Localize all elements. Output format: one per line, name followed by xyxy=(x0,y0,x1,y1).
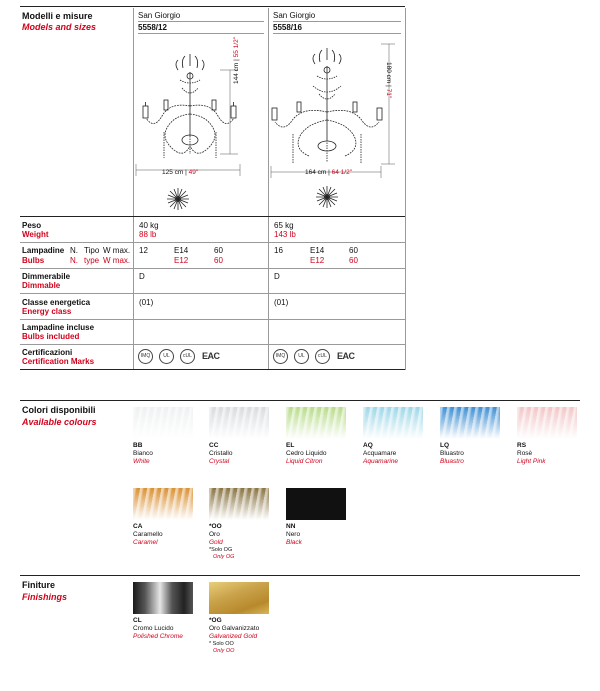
top-rule xyxy=(20,6,405,7)
bulbs-sub-n-en: N. xyxy=(70,256,78,265)
colour-bb: BB Bianco White xyxy=(133,442,153,465)
colours-title-en: Available colours xyxy=(22,417,97,427)
swatch-cl xyxy=(133,582,193,614)
finish-cl: CL Cromo Lucido Polished Chrome xyxy=(133,617,183,640)
cul-mark-icon: cUL xyxy=(315,349,330,364)
model-2-code: 5558/16 xyxy=(273,23,302,32)
weight-label-it: Peso xyxy=(22,221,42,230)
imq-mark-icon: IMQ xyxy=(273,349,288,364)
cert-label-it: Certificazioni xyxy=(22,348,73,357)
finishings-title-it: Finiture xyxy=(22,580,55,590)
colour-oo: *OO Oro Gold *Solo OG Only OG xyxy=(209,523,235,560)
model-1-rule xyxy=(138,21,264,22)
swatch-aq xyxy=(363,407,423,439)
bulbs-label-en: Bulbs xyxy=(22,256,45,265)
imq-mark-icon: IMQ xyxy=(138,349,153,364)
energy-value-2: (01) xyxy=(274,298,289,307)
weight-value-2-kg: 65 kg xyxy=(274,221,294,230)
model-2-height-label: 180 cm | 71" xyxy=(385,62,392,99)
colour-aq: AQ Acquamare Aquamarine xyxy=(363,442,399,465)
ul-mark-icon: UL xyxy=(294,349,309,364)
models-title-en: Models and sizes xyxy=(22,22,97,32)
colour-ca: CA Caramello Caramel xyxy=(133,523,163,546)
bulbs-1-w: 60 xyxy=(214,246,223,255)
colour-lq: LQ Bluastro Bluastro xyxy=(440,442,464,465)
cert-label-en: Certification Marks xyxy=(22,357,95,366)
eac-mark-icon: EAC xyxy=(202,351,220,361)
model-2-width-label: 164 cm | 64 1/2" xyxy=(305,169,353,176)
bulbs-sub-w: W max. xyxy=(103,246,131,255)
bulbs-2-type: E14 xyxy=(310,246,325,255)
colour-rs: RS Rosè Light Pink xyxy=(517,442,546,465)
specs-bottom-rule xyxy=(20,369,405,370)
swatch-el xyxy=(286,407,346,439)
swatch-cc xyxy=(209,407,269,439)
bulbs-included-label-it: Lampadine incluse xyxy=(22,323,95,332)
weight-value-2-lb: 143 lb xyxy=(274,230,296,239)
dimmable-value-1: D xyxy=(139,272,145,281)
dimmable-label-en: Dimmable xyxy=(22,281,61,290)
weight-value-1-lb: 88 lb xyxy=(139,230,157,239)
model-2-rule xyxy=(273,21,401,22)
colours-title-it: Colori disponibili xyxy=(22,405,96,415)
colour-nn: NN Nero Black xyxy=(286,523,302,546)
energy-value-1: (01) xyxy=(139,298,154,307)
swatch-og xyxy=(209,582,269,614)
row-rule xyxy=(20,293,405,294)
bulbs-1-n: 12 xyxy=(139,246,148,255)
bulbs-2-n: 16 xyxy=(274,246,283,255)
bulbs-2-w: 60 xyxy=(349,246,358,255)
swatch-oo xyxy=(209,488,269,520)
bulbs-2-w-en: 60 xyxy=(349,256,358,265)
swatch-lq xyxy=(440,407,500,439)
bulbs-sub-n: N. xyxy=(70,246,78,255)
bulbs-sub-w-en: W max. xyxy=(103,256,131,265)
eac-mark-icon: EAC xyxy=(337,351,355,361)
swatch-bb xyxy=(133,407,193,439)
swatch-ca xyxy=(133,488,193,520)
finishings-rule xyxy=(20,575,580,576)
cul-mark-icon: cUL xyxy=(180,349,195,364)
model-1-name: San Giorgio xyxy=(138,11,181,20)
model-1-rule-2 xyxy=(138,33,264,34)
models-title-it: Modelli e misure xyxy=(22,11,93,21)
weight-label-en: Weight xyxy=(22,230,49,239)
bulbs-sub-type: Tipo xyxy=(84,246,100,255)
finish-og: *OG Oro Galvanizzato Galvanized Gold * Solo OO Only OO xyxy=(209,617,260,654)
energy-label-en: Energy class xyxy=(22,307,72,316)
specs-top-rule xyxy=(20,216,405,217)
model-1-height-label: 144 cm | 55 1/2" xyxy=(233,36,240,84)
bulbs-1-type-en: E12 xyxy=(174,256,189,265)
row-rule xyxy=(20,344,405,345)
swatch-nn xyxy=(286,488,346,520)
model-2-rule-2 xyxy=(273,33,401,34)
dimmable-label-it: Dimmerabile xyxy=(22,272,71,281)
chandelier-5558-12-drawing xyxy=(134,36,268,214)
dimmable-value-2: D xyxy=(274,272,280,281)
colour-el: EL Cedro Liquido Liquid Citron xyxy=(286,442,327,465)
bulbs-sub-type-en: type xyxy=(84,256,100,265)
column-divider-3 xyxy=(405,8,406,370)
bulbs-1-w-en: 60 xyxy=(214,256,223,265)
row-rule xyxy=(20,242,405,243)
row-rule xyxy=(20,319,405,320)
bulbs-1-type: E14 xyxy=(174,246,189,255)
bulbs-label-it: Lampadine xyxy=(22,246,65,255)
model-1-width-label: 125 cm | 49" xyxy=(162,169,199,176)
bulbs-included-label-en: Bulbs included xyxy=(22,332,80,341)
model-2-name: San Giorgio xyxy=(273,11,316,20)
energy-label-it: Classe energetica xyxy=(22,298,91,307)
model-1-code: 5558/12 xyxy=(138,23,167,32)
row-rule xyxy=(20,268,405,269)
weight-value-1-kg: 40 kg xyxy=(139,221,159,230)
colour-cc: CC Cristallo Crystal xyxy=(209,442,233,465)
swatch-rs xyxy=(517,407,577,439)
colours-rule xyxy=(20,400,580,401)
ul-mark-icon: UL xyxy=(159,349,174,364)
finishings-title-en: Finishings xyxy=(22,592,67,602)
bulbs-2-type-en: E12 xyxy=(310,256,325,265)
